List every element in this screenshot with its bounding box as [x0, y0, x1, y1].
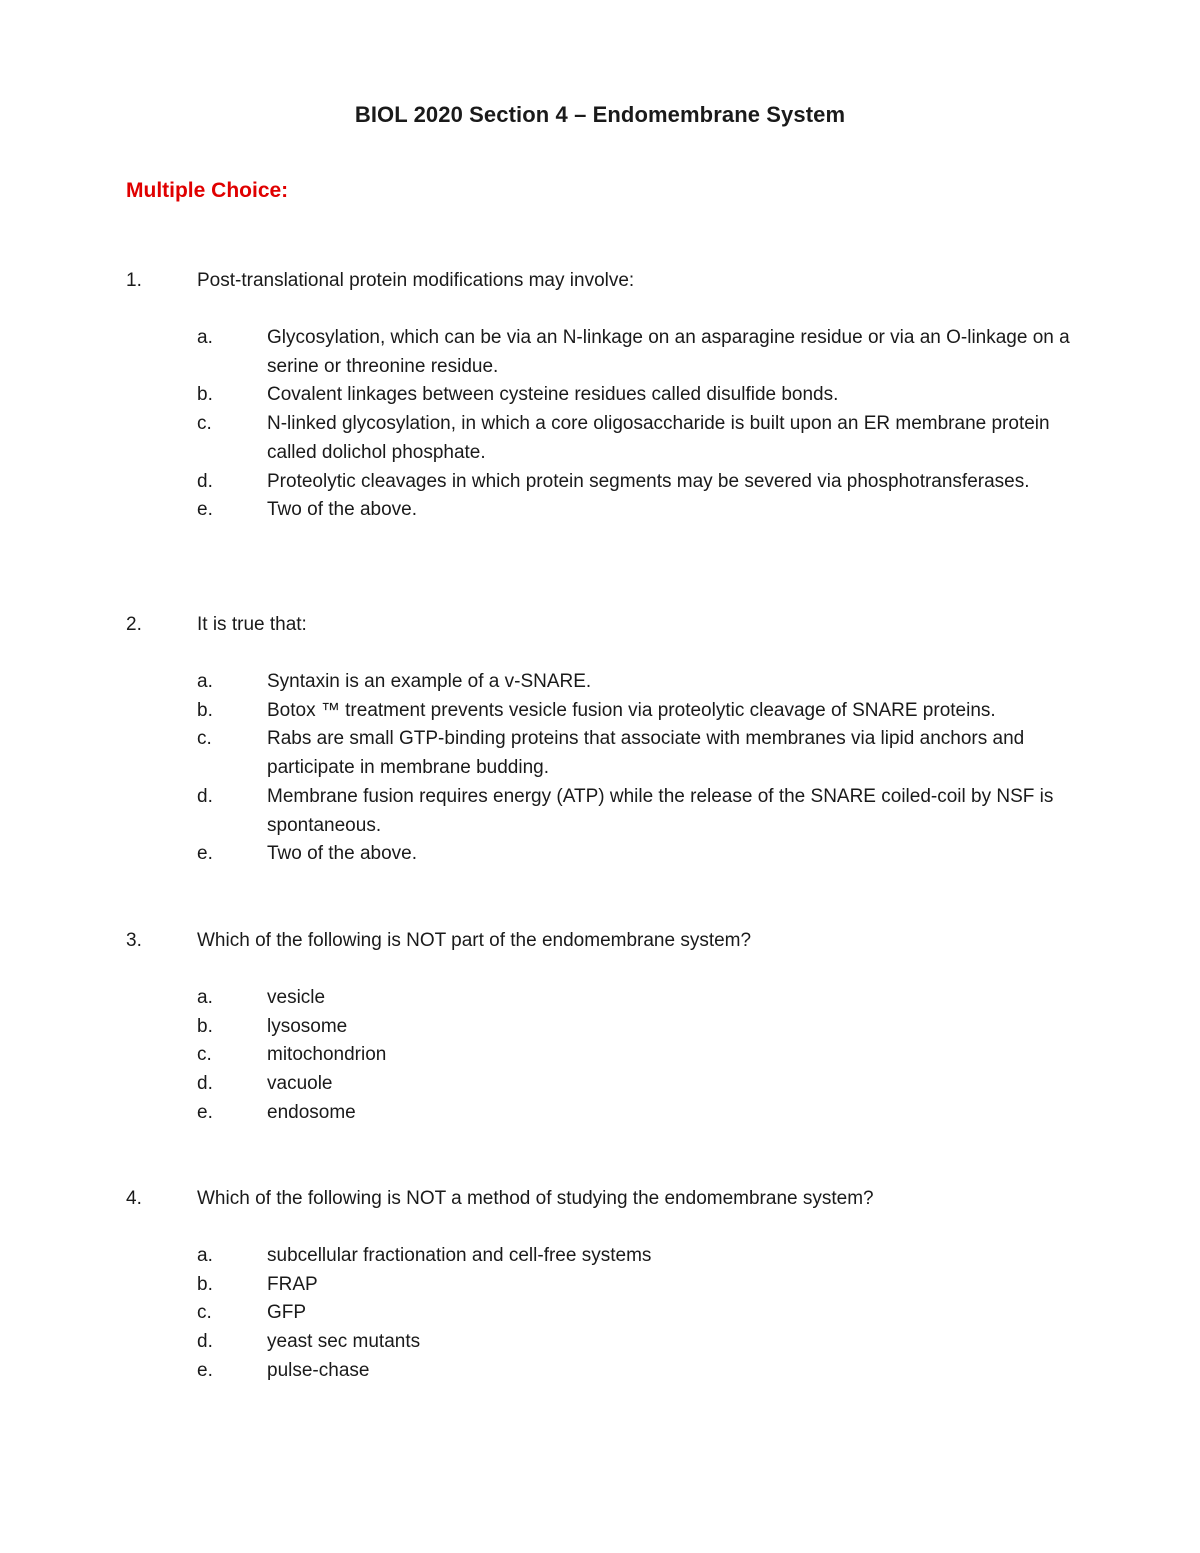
option-a	[126, 1242, 1086, 1271]
option-letter: e.	[197, 1359, 213, 1381]
option-b	[126, 697, 1086, 726]
option-letter: b.	[197, 1015, 213, 1037]
question-number: 1.	[126, 270, 142, 291]
option-e	[126, 1357, 1086, 1386]
option-d	[126, 1328, 1086, 1357]
section-heading: Multiple Choice:	[126, 179, 289, 202]
question-1	[126, 266, 1086, 525]
question-text: Which of the following is NOT a method of studying the endomembrane system?	[197, 1188, 874, 1209]
option-letter: a.	[197, 671, 213, 692]
question-2	[126, 610, 1086, 869]
option-text: Covalent linkages between cysteine residues called disulfide bonds.	[267, 384, 839, 406]
option-e	[126, 496, 1086, 525]
option-text: Two of the above.	[267, 843, 417, 865]
option-letter: b.	[197, 699, 213, 721]
option-letter: e.	[197, 499, 213, 521]
option-d	[126, 1070, 1086, 1099]
option-c	[126, 725, 1086, 782]
option-a	[126, 668, 1086, 697]
option-text: Proteolytic cleavages in which protein segments may be severed via phosphotransferases.	[267, 470, 1030, 492]
option-a	[126, 324, 1086, 381]
question-text: Post-translational protein modifications may involve:	[197, 270, 635, 291]
option-letter: c.	[197, 413, 212, 435]
option-letter: d.	[197, 470, 213, 492]
option-d	[126, 468, 1086, 497]
option-a	[126, 984, 1086, 1013]
option-text: vesicle	[267, 987, 326, 1008]
option-letter: d.	[197, 1073, 213, 1095]
question-number: 3.	[126, 930, 142, 951]
option-letter: e.	[197, 843, 213, 865]
option-text: Two of the above.	[267, 499, 417, 521]
question-number: 4.	[126, 1188, 142, 1209]
option-letter: d.	[197, 1331, 213, 1353]
option-text: GFP	[267, 1302, 307, 1324]
question-text: Which of the following is NOT part of the endomembrane system?	[197, 930, 752, 951]
option-text: Botox ™ treatment prevents vesicle fusion via proteolytic cleavage of SNARE proteins.	[267, 699, 996, 721]
option-letter: a.	[197, 987, 213, 1008]
option-text: Glycosylation, which can be via an N-linkage on an asparagine residue or via an O-linkage on a serine or threonine residue.	[267, 327, 1070, 377]
option-letter: c.	[197, 1044, 212, 1066]
option-list	[126, 324, 1086, 525]
option-c	[126, 1299, 1086, 1328]
option-letter: a.	[197, 1245, 213, 1266]
option-text: vacuole	[267, 1073, 333, 1095]
option-c	[126, 410, 1086, 467]
option-b	[126, 1271, 1086, 1300]
option-letter: b.	[197, 384, 213, 406]
option-list	[126, 668, 1086, 869]
option-text: Membrane fusion requires energy (ATP) while the release of the SNARE coiled-coil by NSF is spontaneous.	[267, 785, 1054, 836]
option-text: yeast sec mutants	[267, 1331, 421, 1353]
question-stem	[126, 1184, 1086, 1214]
option-letter: d.	[197, 785, 213, 807]
option-text: endosome	[267, 1101, 356, 1123]
question-stem	[126, 926, 1086, 956]
option-text: FRAP	[267, 1273, 318, 1295]
option-letter: e.	[197, 1101, 213, 1123]
option-letter: c.	[197, 1302, 212, 1324]
option-text: Syntaxin is an example of a v-SNARE.	[267, 671, 592, 692]
option-b	[126, 381, 1086, 410]
question-text: It is true that:	[197, 614, 307, 635]
option-letter: a.	[197, 327, 213, 348]
document-title: BIOL 2020 Section 4 – Endomembrane System	[354, 102, 846, 127]
option-letter: c.	[197, 728, 212, 750]
question-3	[126, 926, 1086, 1128]
option-d	[126, 783, 1086, 840]
option-text: pulse-chase	[267, 1359, 370, 1381]
question-stem	[126, 266, 1086, 296]
question-4	[126, 1184, 1086, 1386]
question-number: 2.	[126, 614, 142, 635]
option-b	[126, 1013, 1086, 1042]
option-e	[126, 1099, 1086, 1128]
option-letter: b.	[197, 1273, 213, 1295]
option-list	[126, 984, 1086, 1128]
option-text: subcellular fractionation and cell-free systems	[267, 1245, 652, 1266]
option-e	[126, 840, 1086, 869]
option-text: mitochondrion	[267, 1044, 387, 1066]
option-c	[126, 1041, 1086, 1070]
option-text: N-linked glycosylation, in which a core oligosaccharide is built upon an ER membrane protein called dolichol phosphate.	[267, 413, 1050, 463]
option-text: Rabs are small GTP-binding proteins that associate with membranes via lipid anchors and participate in membrane budding.	[267, 728, 1025, 779]
option-text: lysosome	[267, 1015, 348, 1037]
question-stem	[126, 610, 1086, 640]
option-list	[126, 1242, 1086, 1386]
